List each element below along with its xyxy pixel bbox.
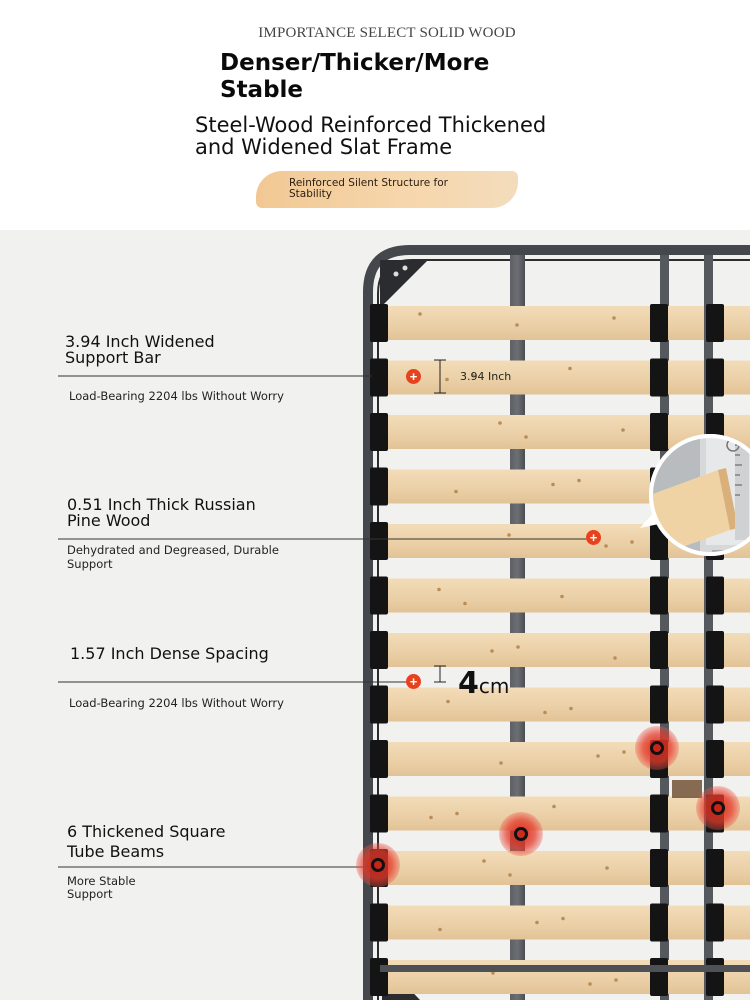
slat-end-cap	[650, 958, 668, 996]
slat-end-cap	[370, 740, 388, 778]
annotation-thickness-desc-line-1: Dehydrated and Degreased, Durable	[67, 543, 279, 557]
wood-knot	[569, 707, 573, 711]
wood-knot	[621, 428, 625, 432]
slat-end-cap	[370, 359, 388, 397]
wood-knot	[482, 859, 486, 863]
wood-slat	[668, 361, 704, 395]
header-section	[0, 0, 750, 230]
headline	[220, 50, 540, 104]
wood-knot	[560, 595, 564, 599]
wood-knot	[446, 700, 450, 704]
subheadline-line-2: and Widened Slat Frame	[195, 135, 453, 159]
wood-knot	[622, 750, 626, 754]
slat-end-cap	[370, 522, 388, 560]
wood-slat	[388, 306, 658, 340]
slat-end-cap	[650, 413, 668, 451]
slat-end-cap	[650, 577, 668, 615]
slat-end-cap	[706, 958, 724, 996]
wood-knot	[568, 367, 572, 371]
slat-end-cap	[706, 359, 724, 397]
wood-knot	[455, 812, 459, 816]
wood-knot	[543, 711, 547, 715]
feature-badge-text	[289, 178, 489, 200]
wood-slat	[388, 361, 658, 395]
wood-slat	[388, 633, 658, 667]
annotation-thickness-title	[67, 497, 256, 529]
slat-end-cap	[650, 304, 668, 342]
wood-slat	[388, 524, 658, 558]
plus-circle-icon: +	[406, 674, 421, 689]
wood-knot	[614, 978, 618, 982]
bottom-rail	[380, 965, 750, 972]
slat-end-cap	[706, 686, 724, 724]
wood-knot	[445, 378, 449, 382]
annotation-spacing-title: 1.57 Inch Dense Spacing	[70, 644, 269, 663]
wood-knot	[535, 921, 539, 925]
wood-knot	[561, 917, 565, 921]
subheadline	[195, 114, 615, 158]
wood-slat	[668, 906, 704, 940]
joint-plate	[672, 780, 702, 798]
slat-end-cap	[370, 904, 388, 942]
wood-slat	[388, 851, 658, 885]
slat-end-cap	[650, 795, 668, 833]
slat-end-cap	[370, 413, 388, 451]
wood-knot	[613, 656, 617, 660]
annotation-width-title-line-1: 3.94 Inch Widened	[65, 332, 215, 351]
subheadline-line-1: Steel-Wood Reinforced Thickened	[195, 113, 547, 137]
wood-slat	[388, 906, 658, 940]
annotation-beams-desc-line-2: Support	[67, 887, 113, 901]
feature-badge-line-2: Stability	[289, 188, 332, 200]
slat-end-cap	[706, 849, 724, 887]
annotation-thickness-title-line-1: 0.51 Inch Thick Russian	[67, 495, 256, 514]
annotation-beams-title-line-1: 6 Thickened Square	[67, 822, 226, 841]
spacing-measure-value: 4	[458, 666, 479, 701]
wood-knot	[524, 435, 528, 439]
slat-end-cap	[706, 304, 724, 342]
feature-badge	[256, 171, 518, 208]
wood-knot	[612, 316, 616, 320]
spacing-measure-label	[458, 666, 509, 701]
slat-end-cap	[706, 631, 724, 669]
annotation-width-title	[65, 334, 215, 366]
slat-end-cap	[370, 686, 388, 724]
slat-end-cap	[706, 577, 724, 615]
annotation-width-title-line-2: Support Bar	[65, 348, 161, 367]
width-measure-label: 3.94 Inch	[460, 370, 512, 383]
annotation-thickness-desc	[67, 543, 279, 571]
spacing-measure-unit: cm	[478, 674, 510, 698]
wood-slat	[388, 415, 658, 449]
annotation-beams-desc-line-1: More Stable	[67, 874, 136, 888]
wood-knot	[490, 649, 494, 653]
annotation-spacing-desc: Load-Bearing 2204 lbs Without Worry	[69, 696, 284, 710]
product-illustration-section	[0, 230, 750, 1000]
target-icon	[499, 812, 543, 856]
wood-knot	[515, 323, 519, 327]
wood-knot	[605, 866, 609, 870]
wood-knot	[577, 479, 581, 483]
headline-line-1: Denser/Thicker/More	[220, 50, 490, 76]
wood-knot	[588, 982, 592, 986]
wood-slat	[388, 688, 658, 722]
wood-knot	[507, 533, 511, 537]
wood-knot	[604, 544, 608, 548]
slat-end-cap	[370, 631, 388, 669]
wood-knot	[437, 588, 441, 592]
headline-line-2: Stable	[220, 77, 304, 103]
wood-slat	[668, 851, 704, 885]
wood-slat	[668, 306, 704, 340]
slat-end-cap	[650, 686, 668, 724]
slat-end-cap	[706, 740, 724, 778]
wood-knot	[418, 312, 422, 316]
target-icon	[356, 843, 400, 887]
annotation-beams-title	[67, 822, 226, 862]
slat-end-cap	[650, 849, 668, 887]
slat-end-cap	[706, 904, 724, 942]
wood-slat	[668, 633, 704, 667]
annotation-width-desc: Load-Bearing 2204 lbs Without Worry	[69, 389, 284, 403]
dimension-bracket-spacing	[434, 666, 446, 682]
eyebrow-text: IMPORTANCE SELECT SOLID WOOD	[258, 25, 516, 41]
wood-slat	[388, 579, 658, 613]
slat-end-cap	[370, 795, 388, 833]
annotation-beams-title-line-2: Tube Beams	[67, 842, 165, 861]
wood-knot	[463, 602, 467, 606]
wood-knot	[454, 490, 458, 494]
wood-knot	[596, 754, 600, 758]
wood-knot	[516, 645, 520, 649]
slat-end-cap	[370, 577, 388, 615]
wood-knot	[508, 873, 512, 877]
wood-knot	[498, 421, 502, 425]
wood-knot	[438, 928, 442, 932]
slat-end-cap	[650, 359, 668, 397]
feature-badge-line-1: Reinforced Silent Structure for	[289, 177, 448, 189]
plus-circle-icon: +	[586, 530, 601, 545]
wood-slat	[668, 688, 704, 722]
slat-end-cap	[370, 304, 388, 342]
target-icon	[635, 726, 679, 770]
wood-knot	[429, 816, 433, 820]
annotation-thickness-title-line-2: Pine Wood	[67, 511, 151, 530]
slat-end-cap	[650, 904, 668, 942]
wood-knot	[551, 483, 555, 487]
wood-knot	[552, 805, 556, 809]
slat-end-cap	[370, 958, 388, 996]
slat-end-cap	[650, 631, 668, 669]
target-icon	[696, 786, 740, 830]
wood-slat	[668, 579, 704, 613]
annotation-thickness-desc-line-2: Support	[67, 557, 113, 571]
wood-knot	[630, 540, 634, 544]
slat-end-cap	[370, 468, 388, 506]
annotation-beams-desc	[67, 875, 136, 901]
wood-knot	[499, 761, 503, 765]
plus-circle-icon: +	[406, 369, 421, 384]
wood-slat	[388, 742, 658, 776]
wood-slat	[388, 470, 658, 504]
